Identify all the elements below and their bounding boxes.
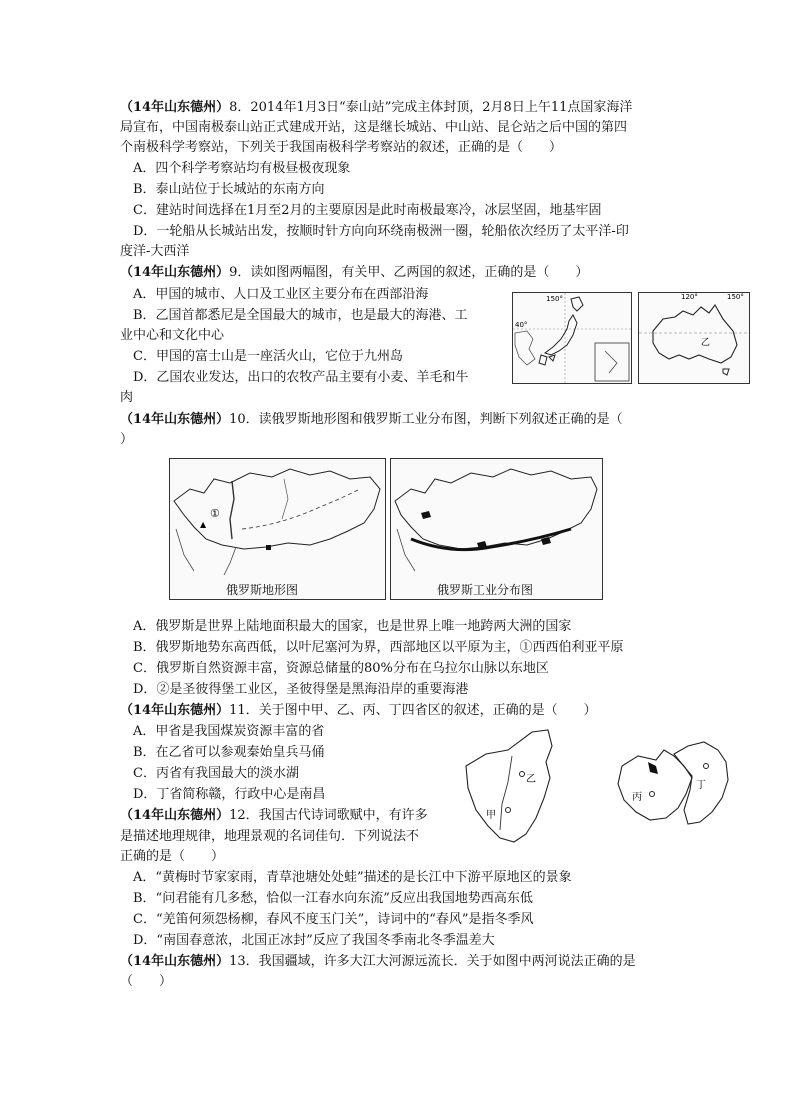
province-label-jia: 甲 xyxy=(486,810,496,821)
q12-option-a: A．“黄梅时节家家雨，青草池塘处处蛙”描述的是长江中下游平原地区的景象 xyxy=(133,870,572,885)
province-maps-figure xyxy=(452,726,742,846)
q12-option-c: C．“羌笛何须怨杨柳，春风不度玉门关”，诗词中的“春风”是指冬季风 xyxy=(133,912,534,927)
q10-option-a: A．俄罗斯是世界上陆地面积最大的国家，也是世界上唯一地跨两大洲的国家 xyxy=(133,619,572,634)
australia-country-label: 乙 xyxy=(701,338,711,348)
russia-terrain-map-figure xyxy=(169,458,386,600)
q8-stem-line-2: 局宣布，中国南极泰山站正式建成开站，这是继长城站、中山站、昆仑站之后中国的第四 xyxy=(120,120,628,135)
q12-stem-line-3: 正确的是（ ） xyxy=(120,849,225,864)
q9-source: （14年山东德州） xyxy=(120,265,230,280)
q13-source: （14年山东德州） xyxy=(120,954,230,969)
q8-option-a: A．四个科学考察站均有极昼极夜现象 xyxy=(133,161,351,176)
q11-option-a: A．甲省是我国煤炭资源丰富的省 xyxy=(133,724,325,739)
q10-option-d: D．②是圣彼得堡工业区，圣彼得堡是黑海沿岸的重要海港 xyxy=(133,682,469,697)
q12-stem-line-1: （14年山东德州）12．我国古代诗词歌赋中，有许多 xyxy=(120,808,428,823)
q11-stem: （14年山东德州）11．关于图中甲、乙、丙、丁四省区的叙述，正确的是（ ） xyxy=(120,703,597,718)
terrain-map-mark-1: ① xyxy=(210,507,220,520)
japan-map-figure xyxy=(512,292,632,384)
q8-option-b: B．泰山站位于长城站的东南方向 xyxy=(133,182,325,197)
q13-stem-line-2: （ ） xyxy=(120,974,173,989)
q10-option-b: B．俄罗斯地势东高西低，以叶尼塞河为界，西部地区以平原为主，①西西伯利亚平原 xyxy=(133,640,624,655)
australia-map-figure xyxy=(638,292,750,384)
q10-stem-line-1: （14年山东德州）10．读俄罗斯地形图和俄罗斯工业分布图，判断下列叙述正确的是（ xyxy=(120,412,623,427)
terrain-map-mark-triangle: ▲ xyxy=(200,520,207,529)
q9-option-c: C．甲国的富士山是一座活火山，它位于九州岛 xyxy=(133,349,403,364)
province-label-bing: 丙 xyxy=(632,792,642,803)
q8-stem-line-3: 个南极科学考察站，下列关于我国南极科学考察站的叙述，正确的是（ ） xyxy=(120,140,563,155)
q8-stem-line-1: （14年山东德州）8．2014年1月3日“泰山站”完成主体封顶，2月8日上午11点国家海洋 xyxy=(120,100,633,115)
q9-option-d-cont: 肉 xyxy=(120,390,134,405)
province-label-ding: 丁 xyxy=(696,780,706,791)
japan-map-label-top: 150° xyxy=(546,295,563,303)
q10-stem-line-2: ） xyxy=(120,432,134,447)
q9-option-b: B．乙国首都悉尼是全国最大的城市，也是最大的海港、工 xyxy=(133,308,468,323)
q12-option-d: D．“南国春意浓，北国正冰封”反应了我国冬季南北冬季温差大 xyxy=(133,933,495,948)
q11-option-b: B．在乙省可以参观秦始皇兵马俑 xyxy=(133,745,325,760)
q9-option-b-cont: 业中心和文化中心 xyxy=(120,328,225,343)
q8-option-c: C．建站时间选择在1月至2月的主要原因是此时南极最寒冷，冰层坚固，地基牢固 xyxy=(133,203,602,218)
q11-source: （14年山东德州） xyxy=(120,703,230,718)
q11-option-d: D．丁省简称赣，行政中心是南昌 xyxy=(133,787,326,802)
q10-option-c: C．俄罗斯自然资源丰富，资源总储量的80%分布在乌拉尔山脉以东地区 xyxy=(133,661,549,676)
q12-stem-line-2: 是描述地理规律，地理景观的名词佳句．下列说法不 xyxy=(120,829,420,844)
q8-option-d: D．一轮船从长城站出发，按顺时针方向向环绕南极洲一圈，轮船依次经历了太平洋-印 xyxy=(133,224,629,239)
q9-option-d: D．乙国农业发达，出口的农牧产品主要有小麦、羊毛和牛 xyxy=(133,370,469,385)
q13-stem-line-1: （14年山东德州）13．我国疆域，许多大江大河源远流长．关于如图中两河说法正确的是 xyxy=(120,954,636,969)
russia-industry-map-figure xyxy=(390,458,603,600)
q8-source: （14年山东德州） xyxy=(120,100,230,115)
terrain-map-caption: 俄罗斯地形图 xyxy=(226,583,299,597)
japan-map-label-left: 40° xyxy=(515,321,528,329)
province-label-yi: 乙 xyxy=(526,774,536,785)
q12-source: （14年山东德州） xyxy=(120,808,230,823)
q9-stem: （14年山东德州）9．读如图两幅图，有关甲、乙两国的叙述，正确的是（ ） xyxy=(120,265,589,280)
australia-map-label-top: 120° xyxy=(681,293,698,301)
q9-option-a: A．甲国的城市、人口及工业区主要分布在西部沿海 xyxy=(133,287,429,302)
australia-map-label-right: 150° xyxy=(727,293,744,301)
q8-option-d-cont: 度洋-大西洋 xyxy=(120,244,190,259)
q12-option-b: B．“问君能有几多愁，恰似一江春水向东流”反应出我国地势西高东低 xyxy=(133,891,533,906)
industry-map-caption: 俄罗斯工业分布图 xyxy=(437,583,534,597)
q11-option-c: C．丙省有我国最大的淡水湖 xyxy=(133,766,299,781)
q10-source: （14年山东德州） xyxy=(120,412,230,427)
